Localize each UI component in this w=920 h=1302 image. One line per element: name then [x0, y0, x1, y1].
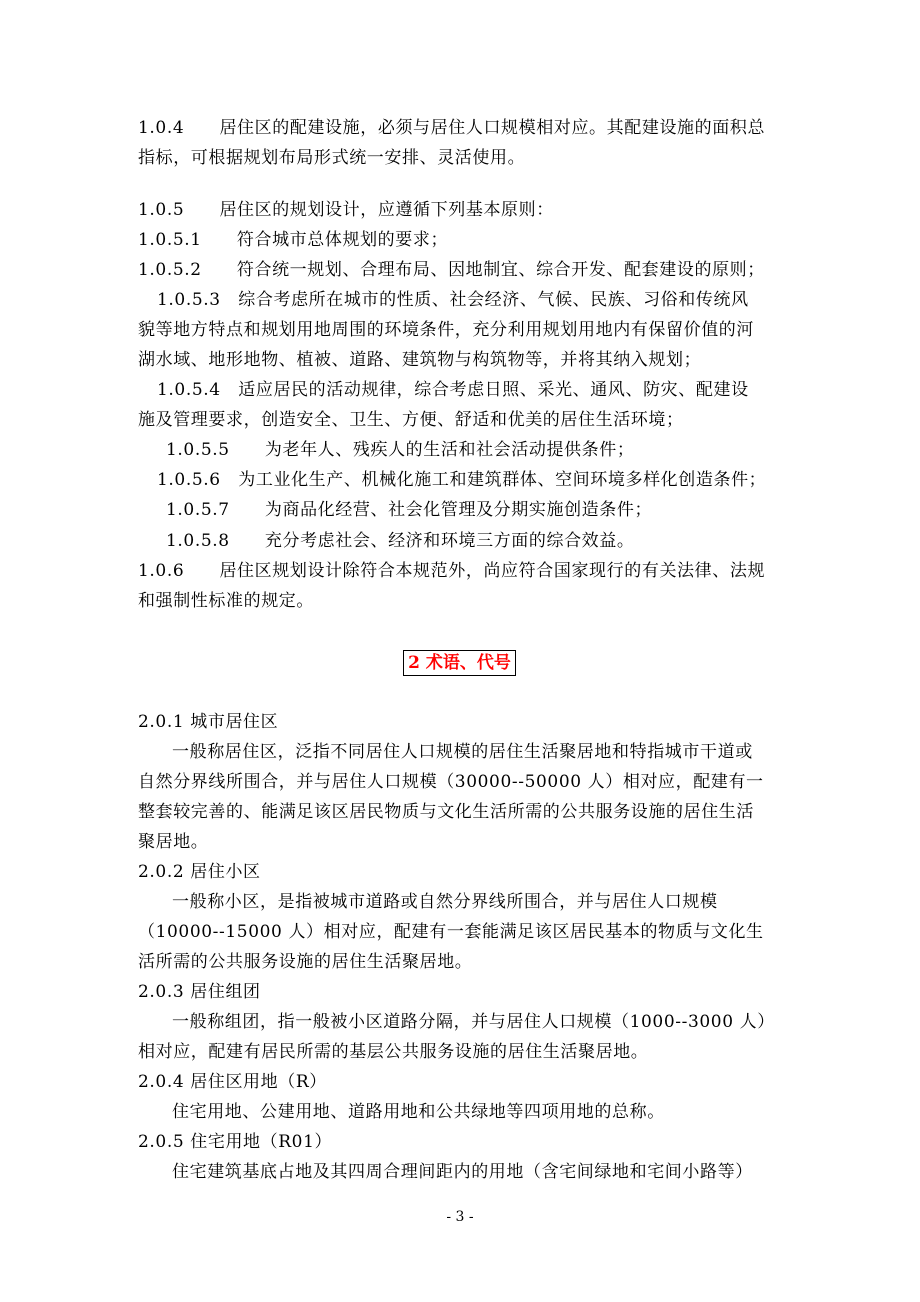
term-title: 2.0.1 城市居住区	[138, 712, 279, 732]
text-line: 一般称组团，指一般被小区道路分隔，并与居住人口规模（1000--3000 人）	[172, 1012, 775, 1032]
term-title: 2.0.2 居住小区	[138, 862, 261, 882]
text-line: 聚居地。	[138, 832, 209, 852]
text-line: 1.0.6 居住区规划设计除符合本规范外，尚应符合国家现行的有关法律、法规	[138, 561, 766, 581]
term-title: 2.0.5 住宅用地（R01）	[138, 1132, 333, 1152]
text-line: 湖水域、地形地物、植被、道路、建筑物与构筑物等，并将其纳入规划；	[138, 350, 702, 370]
text-line: 指标，可根据规划布局形式统一安排、灵活使用。	[138, 148, 526, 168]
page-number: - 3 -	[446, 1209, 474, 1225]
text-line: 1.0.5.6 为工业化生产、机械化施工和建筑群体、空间环境多样化创造条件；	[157, 470, 767, 490]
text-line: 活所需的公共服务设施的居住生活聚居地。	[138, 952, 473, 972]
text-line: 1.0.5.3 综合考虑所在城市的性质、社会经济、气候、民族、习俗和传统风	[157, 290, 749, 310]
text-line: 一般称小区，是指被城市道路或自然分界线所围合，并与居住人口规模	[172, 892, 718, 912]
term-title: 2.0.4 居住区用地（R）	[138, 1072, 327, 1092]
text-line: （10000--15000 人）相对应，配建有一套能满足该区居民基本的物质与文化生	[138, 922, 764, 942]
chapter-heading-text: 2 术语、代号	[408, 653, 511, 673]
text-line: 1.0.4 居住区的配建设施，必须与居住人口规模相对应。其配建设施的面积总	[138, 118, 766, 138]
text-line: 貌等地方特点和规划用地周围的环境条件，充分利用规划用地内有保留价值的河	[138, 320, 754, 340]
text-line: 整套较完善的、能满足该区居民物质与文化生活所需的公共服务设施的居住生活	[138, 802, 754, 822]
text-line: 施及管理要求，创造安全、卫生、方便、舒适和优美的居住生活环境；	[138, 410, 684, 430]
text-line: 1.0.5.7 为商品化经营、社会化管理及分期实施创造条件；	[166, 500, 653, 520]
text-line: 1.0.5.5 为老年人、残疾人的生活和社会活动提供条件；	[166, 440, 635, 460]
term-title: 2.0.3 居住组团	[138, 982, 261, 1002]
text-line: 和强制性标准的规定。	[138, 591, 314, 611]
text-line: 住宅建筑基底占地及其四周合理间距内的用地（含宅间绿地和宅间小路等）	[172, 1162, 753, 1182]
text-line: 一般称居住区，泛指不同居住人口规模的居住生活聚居地和特指城市干道或	[172, 742, 753, 762]
text-line: 1.0.5 居住区的规划设计，应遵循下列基本原则：	[138, 200, 554, 220]
text-line: 1.0.5.4 适应居民的活动规律，综合考虑日照、采光、通风、防灾、配建设	[157, 380, 749, 400]
text-line: 住宅用地、公建用地、道路用地和公共绿地等四项用地的总称。	[172, 1102, 665, 1122]
text-line: 1.0.5.2 符合统一规划、合理布局、因地制宜、综合开发、配套建设的原则；	[138, 260, 765, 280]
chapter-heading	[403, 650, 516, 676]
text-line: 相对应，配建有居民所需的基层公共服务设施的居住生活聚居地。	[138, 1042, 649, 1062]
text-line: 1.0.5.8 充分考虑社会、经济和环境三方面的综合效益。	[166, 531, 635, 551]
text-line: 1.0.5.1 符合城市总体规划的要求；	[138, 230, 449, 250]
text-line: 自然分界线所围合，并与居住人口规模（30000--50000 人）相对应，配建有一	[138, 772, 764, 792]
